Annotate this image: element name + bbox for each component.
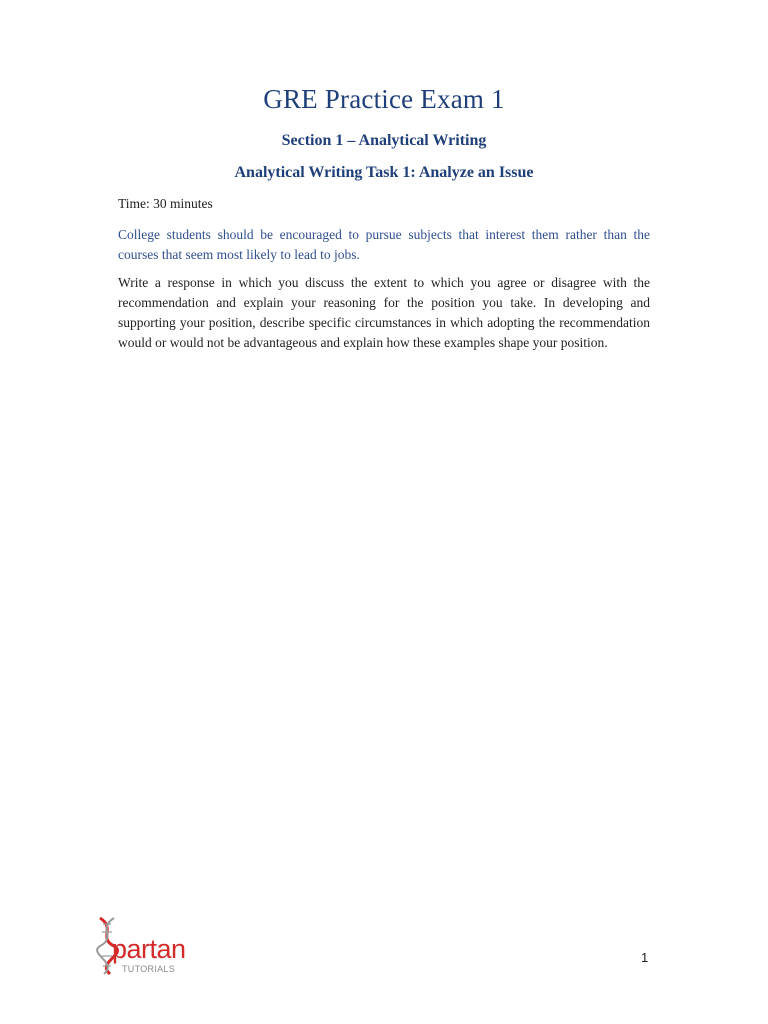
page-title: GRE Practice Exam 1 — [263, 84, 505, 114]
section-heading: Section 1 – Analytical Writing — [281, 132, 487, 149]
task-instructions: Write a response in which you discuss the extent to which you agree or disagree with the recommendation and explain your reasoning for the position you take. In developing and supporting your position, describe specific circumstances in which adopting the recommendation would or would not be advantageous and explain how these examples shape your position. — [118, 275, 650, 350]
spartan-tutorials-logo — [94, 916, 204, 980]
time-limit-text: Time: 30 minutes — [118, 196, 213, 211]
task-heading: Analytical Writing Task 1: Analyze an Issue — [234, 164, 534, 181]
page-number: 1 — [641, 950, 649, 965]
issue-prompt: College students should be encouraged to pursue subjects that interest them rather than the courses that seem most likely to lead to jobs. — [118, 227, 650, 262]
logo-wordmark: partan — [112, 934, 186, 964]
logo-subtitle: TUTORIALS — [122, 964, 176, 974]
